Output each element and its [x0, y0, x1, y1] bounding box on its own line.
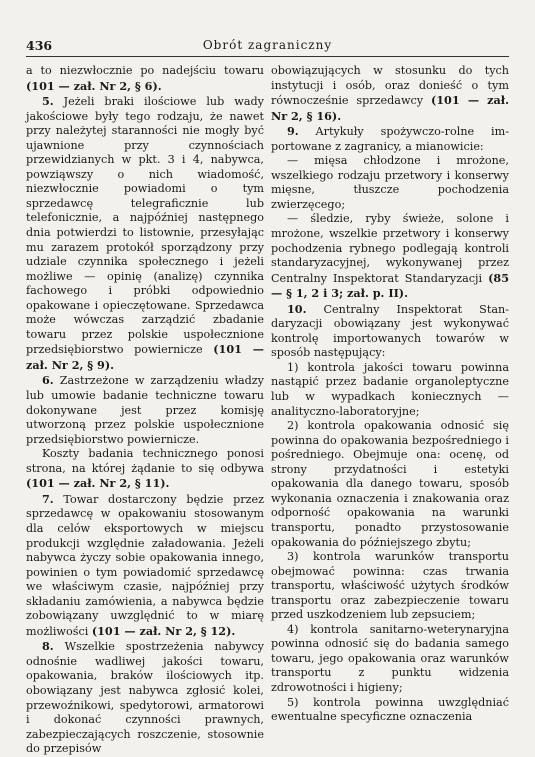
- paragraph: [271, 623, 509, 696]
- paragraph: [271, 361, 509, 419]
- text-run: Jeżeli braki ilościowe lub wady jakościowe były tego rodzaju, że nawet przy należytej staranności nie mogły być ujawnione przy czynnościach przewidzianych w pkt. 3 i 4, nabywca, powziąwszy o nich wiadomość, niezwłocznie powiadomi o tym sprzedawcę telegraficznie lub telefonicznie, a najpóźniej następnego dnia potwierdzi to listownie, przesyłając mu zarazem protokół sporządzony przy udziale czynnika społecznego i jeżeli możliwe — opinię (analizę) czynnika fachowego i próbki odpowiednio opakowane i opieczętowane. Sprzedawca może wówczas zarządzić zbadanie towaru przez polskie uspołecznione przedsiębiorstwo powiernicze: [26, 95, 264, 357]
- paragraph: [26, 447, 264, 492]
- paragraph: [26, 492, 264, 639]
- bold-run: (101 — zał. Nr 2, § 9).: [26, 342, 264, 372]
- text-run: Koszty badania technicznego ponosi strona, na której żądanie to się odbywa: [26, 447, 264, 475]
- bold-run: (101 — zał. Nr 2, § 12).: [91, 623, 236, 638]
- paragraph: [271, 64, 509, 124]
- bold-run: 10.: [287, 301, 307, 316]
- running-header: [26, 38, 509, 57]
- text-run: 3) kontrola warunków transportu obejmować powinna: czas trwania transportu, właściwość użytych środków transportu oraz zabezpieczenie towaru przed uszkodzeniem lub zepsuciem;: [271, 550, 509, 622]
- text-run: — mięsa chłodzone i mrożone, wszelkiego rodzaju przetwory i konserwy mięsne, tłuszcze pochodzenia zwierzęcego;: [271, 154, 509, 211]
- text-run: Towar dostarczony będzie przez sprzedawcę w opakowaniu stosowanym dla celów eksportowych w miejscu produkcji względnie załadowania. Jeżeli nabywca życzy sobie opakowania innego, powinien o tym powiadomić sprzedawcę we właściwym czasie, najpóźniej przy składaniu zamówienia, a nabywca będzie zobowiązany uwzględnić to w miarę możliwości: [26, 492, 264, 638]
- text-run: — śledzie, ryby świeże, solone i mrożone, wszelkie przetwory i konserwy pochodzenia rybnego podlegają kontroli standaryzacyjnej, wykonywanej przez Centralny Inspektorat Standaryzacji: [271, 212, 509, 285]
- text-run: a to niezwłocznie po nadejściu towaru: [26, 64, 264, 77]
- right-column: [271, 64, 509, 725]
- text-run: Zastrzeżone w zarządzeniu władzy lub umowie badanie techniczne towaru dokonywane jest przez komisję utworzoną przez polskie uspołecznione przedsiębiorstwo powiernicze.: [26, 374, 264, 446]
- text-run: Centralny Inspektorat Standaryzacji obowiązany jest wykonywać kontrolę importowanych towarów w sposób następujący:: [271, 302, 509, 360]
- bold-run: 9.: [287, 124, 299, 139]
- page-number: 436: [26, 38, 53, 53]
- bold-run: (101 — zał. Nr 2, § 16).: [271, 93, 509, 123]
- paragraph: [26, 94, 264, 373]
- paragraph: [271, 696, 509, 725]
- paragraph: [26, 639, 264, 756]
- bold-run: (85 — § 1, 2 i 3; zał. p. II).: [271, 270, 509, 301]
- bold-run: (101 — zał. Nr 2, § 6).: [26, 78, 162, 93]
- left-column: [26, 64, 264, 757]
- bold-run: 5.: [42, 94, 54, 109]
- paragraph: [26, 373, 264, 447]
- text-run: Wszelkie spostrzeżenia nabywcy odnośnie wadliwej jakości towaru, opakowania, braków ilościowych itp. obowiązany jest nabywca zgłosić kolei, przewoźnikowi, spedytorowi, armatorowi i dokonać czynności prawnych, zabezpieczających roszczenie, stosownie do przepisów: [26, 640, 264, 756]
- bold-run: (101 — zał. Nr 2, § 11).: [26, 476, 170, 491]
- text-run: 5) kontrola powinna uwzględniać ewentualne specyficzne oznaczenia: [271, 695, 509, 724]
- paragraph: [271, 302, 509, 361]
- text-run: 1) kontrola jakości towaru powinna nastąpić przez badanie organoleptyczne lub w wypadkach koniecznych — analityczno-laboratoryjne;: [271, 360, 509, 418]
- paragraph: [26, 64, 264, 94]
- paragraph: [271, 124, 509, 154]
- bold-run: 8.: [42, 639, 54, 654]
- paragraph: [271, 154, 509, 212]
- bold-run: 6.: [42, 373, 54, 388]
- text-run: 2) kontrola opakowania odnosić się powinna do opakowania bezpośredniego i pośredniego. Obejmuje ona: ocenę, od strony przydatności i estetyki opakowania dla danego towaru, sposób wykonania oznaczenia i znakowania oraz odporność opakowania na warunki transportu, ponadto przystosowanie opakowania do późniejszego zbytu;: [271, 419, 509, 549]
- running-title: Obrót zagraniczny: [202, 38, 333, 52]
- text-run: 4) kontrola sanitarno-weterynaryjna powinna odnosić się do badania samego towaru, jego opakowania oraz warunków transportu z punktu widzenia zdrowotności i higieny;: [271, 622, 509, 694]
- paragraph: [271, 212, 509, 301]
- bold-run: 7.: [42, 491, 54, 506]
- paragraph: [271, 550, 509, 623]
- text-run: obowiązujących w stosunku do tych instytucji i osób, oraz donieść o tym równocześnie sprzedawcy: [271, 64, 509, 108]
- paragraph: [271, 419, 509, 550]
- text-run: Artykuły spożywczo-rolne importowane z zagranicy, a mianowicie:: [271, 125, 509, 153]
